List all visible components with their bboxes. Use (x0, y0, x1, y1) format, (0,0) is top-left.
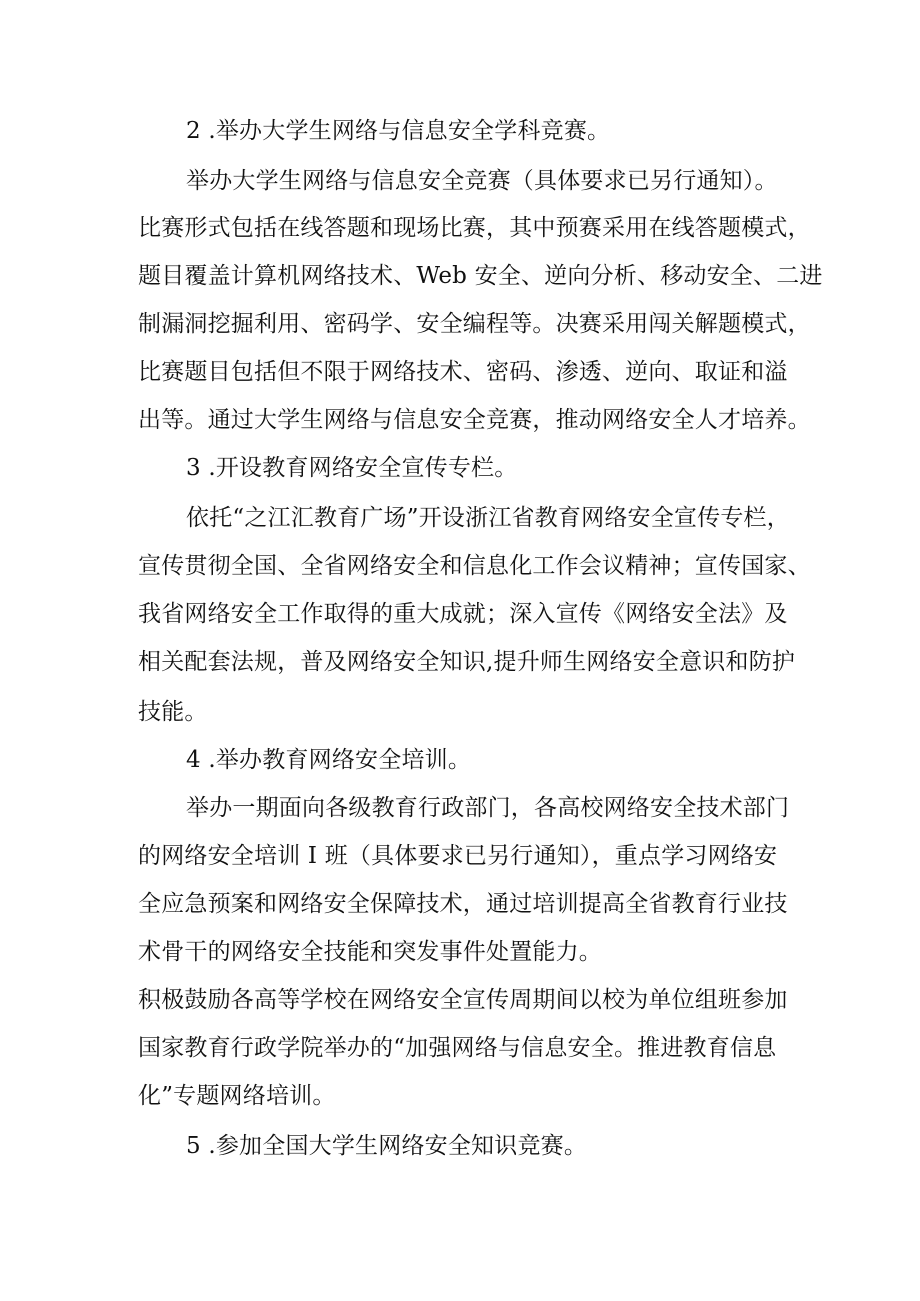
heading-item-2: 2 .举办大学生网络与信息安全学科竞赛。 (186, 118, 611, 144)
heading-item-4: 4 .举办教育网络安全培训。 (186, 747, 472, 773)
heading-item-5: 5 .参加全国大学生网络安全知识竞赛。 (186, 1133, 588, 1159)
heading-item-3: 3 .开设教育网络安全宣传专栏。 (186, 455, 518, 481)
paragraph-line: 化”专题网络培训。 (138, 1083, 336, 1109)
paragraph-line: 全应急预案和网络安全保障技术，通过培训提高全省教育行业技 (138, 891, 788, 917)
paragraph-line: 题目覆盖计算机网络技术、Web 安全、逆向分析、移动安全、二进 (138, 263, 823, 289)
paragraph-line: 比赛形式包括在线答题和现场比赛，其中预赛采用在线答题模式， (138, 215, 811, 241)
paragraph-line: 依托“之江汇教育广场”开设浙江省教育网络安全宣传专栏， (186, 505, 790, 531)
paragraph-line: 技能。 (138, 699, 208, 725)
paragraph-line: 制漏洞挖掘利用、密码学、安全编程等。决赛采用闯关解题模式， (138, 311, 811, 337)
paragraph-line: 术骨干的网络安全技能和突发事件处置能力。 (138, 939, 602, 965)
paragraph-line: 出等。通过大学生网络与信息安全竞赛，推动网络安全人才培养。 (138, 407, 811, 433)
paragraph-line: 国家教育行政学院举办的“加强网络与信息安全。推进教育信息 (138, 1035, 777, 1061)
paragraph-line: 比赛题目包括但不限于网络技术、密码、渗透、逆向、取证和溢 (138, 359, 788, 385)
paragraph-line: 举办大学生网络与信息安全竞赛（具体要求已另行通知）。 (186, 168, 778, 194)
paragraph-line: 相关配套法规，普及网络安全知识,提升师生网络安全意识和防护 (138, 649, 796, 675)
paragraph-line: 我省网络安全工作取得的重大成就；深入宣传《网络安全法》及 (138, 601, 788, 627)
paragraph-line: 举办一期面向各级教育行政部门，各高校网络安全技术部门 (186, 795, 790, 821)
paragraph-line: 积极鼓励各高等学校在网络安全宣传周期间以校为单位组班参加 (138, 987, 788, 1013)
paragraph-line: 宣传贯彻全国、全省网络安全和信息化工作会议精神；宣传国家、 (138, 553, 811, 579)
paragraph-line: 的网络安全培训 I 班（具体要求已另行通知），重点学习网络安 (138, 843, 778, 869)
